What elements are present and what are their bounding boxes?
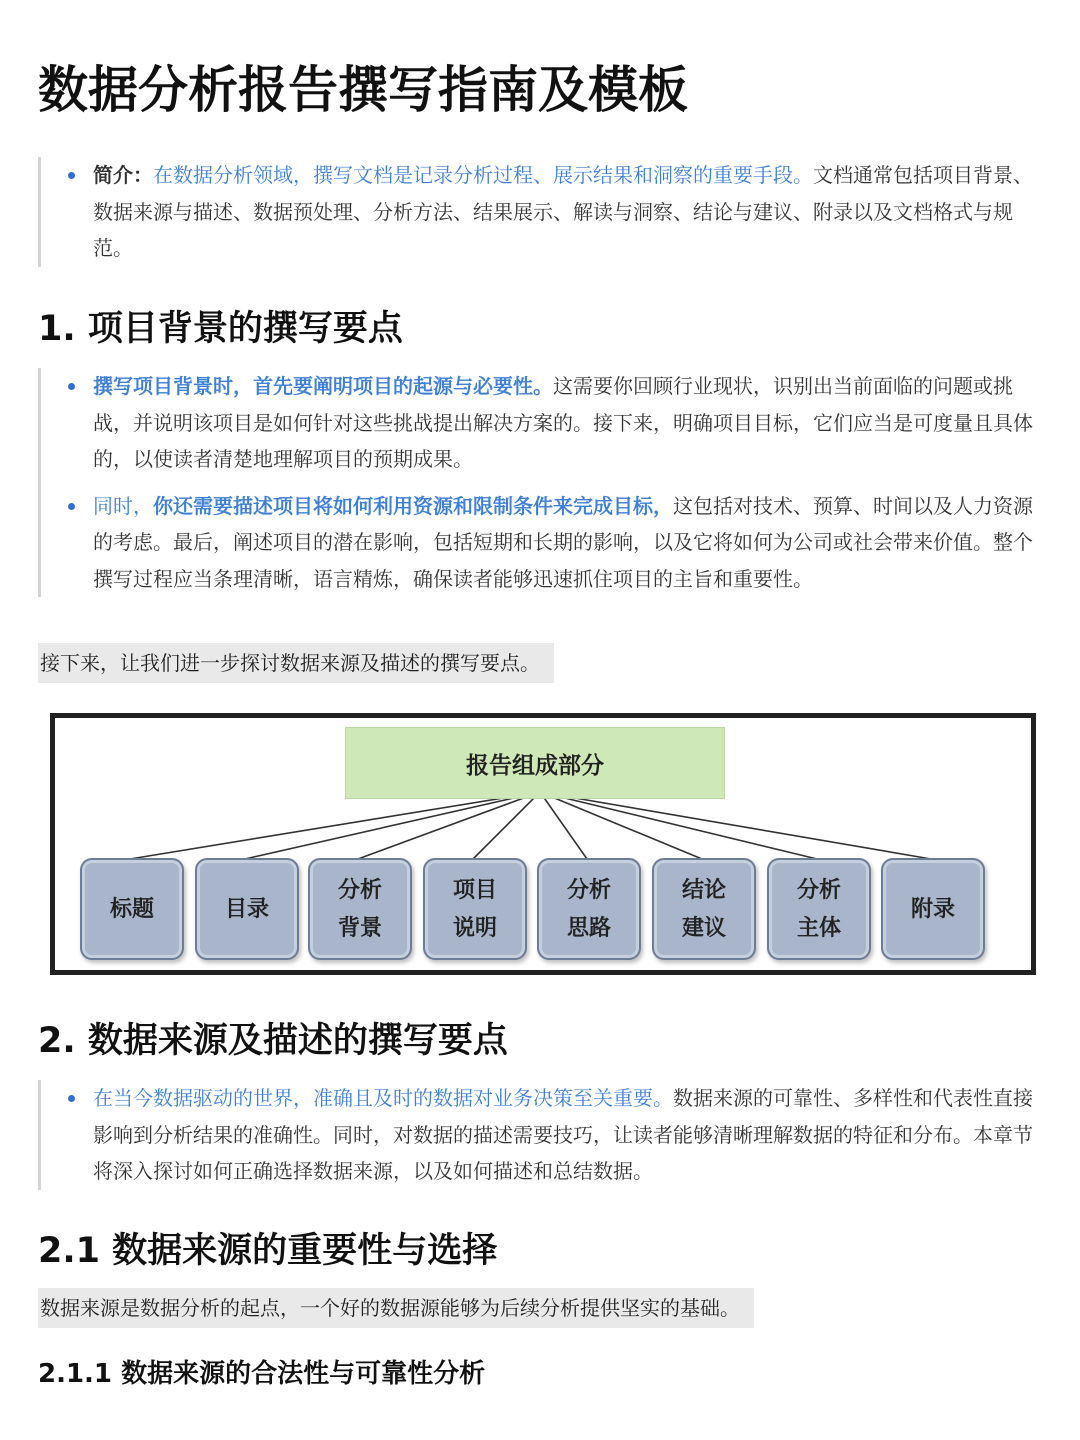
connector-2	[245, 792, 540, 859]
section1-bullet2-highlight-bold: 你还需要描述项目将如何利用资源和限制条件来完成目标，	[153, 493, 673, 518]
section1-list	[41, 368, 1037, 597]
diagram-node-title: 标题	[80, 858, 184, 960]
connector-1	[130, 792, 540, 859]
section1-heading: 1. 项目背景的撰写要点	[38, 309, 403, 349]
diagram-node-approach: 分析 思路	[537, 858, 641, 960]
connector-8	[540, 792, 931, 859]
intro-text: 文档通常包括项目背景、数据来源与描述、数据预处理、分析方法、结果展示、解读与洞察、结论与建议、附录以及文档格式与规范。	[93, 163, 1033, 260]
section2-1-heading: 2.1 数据来源的重要性与选择	[38, 1231, 498, 1271]
report-structure-diagram	[50, 713, 1036, 975]
section2-bullet1-text: 数据来源的可靠性、多样性和代表性直接影响到分析结果的准确性。同时，对数据的描述需要技巧，让读者能够清晰理解数据的特征和分布。本章节将深入探讨如何正确选择数据来源，以及如何描述和总结数据。	[93, 1086, 1033, 1183]
section2-bullet-1	[93, 1080, 1037, 1190]
diagram-node-project: 项目 说明	[423, 858, 527, 960]
connector-3	[358, 792, 540, 859]
section2-bullet1-highlight: 在当今数据驱动的世界，准确且及时的数据对业务决策至关重要。	[93, 1086, 673, 1110]
diagram-node-appendix: 附录	[881, 858, 985, 960]
section1-quote	[38, 368, 1037, 597]
section1-transition: 接下来，让我们进一步探讨数据来源及描述的撰写要点。	[38, 643, 554, 683]
section2-1-paragraph: 数据来源是数据分析的起点，一个好的数据源能够为后续分析提供坚实的基础。	[38, 1288, 754, 1328]
section1-bullet1-highlight: 撰写项目背景时，首先要阐明项目的起源与必要性。	[93, 374, 553, 398]
intro-highlight: 在数据分析领域，撰写文档是记录分析过程、展示结果和洞察的重要手段。	[153, 163, 813, 187]
diagram-node-background: 分析 背景	[308, 858, 412, 960]
section2-1-1-heading: 2.1.1 数据来源的合法性与可靠性分析	[38, 1359, 486, 1389]
page-title: 数据分析报告撰写指南及模板	[38, 61, 688, 119]
intro-label: 简介：	[93, 163, 153, 187]
intro-list	[41, 157, 1037, 267]
section1-bullet2-highlight-plain: 同时，	[93, 493, 153, 518]
section2-heading: 2. 数据来源及描述的撰写要点	[38, 1021, 508, 1061]
section1-bullet2-text: 这包括对技术、预算、时间以及人力资源的考虑。最后，阐述项目的潜在影响，包括短期和长期的影响，以及它将如何为公司或社会带来价值。整个撰写过程应当条理清晰，语言精炼，确保读者能够迅速抓住项目的主旨和重要性。	[93, 493, 1033, 591]
section1-bullet-1	[93, 368, 1037, 478]
diagram-node-main-body: 分析 主体	[767, 858, 871, 960]
intro-quote	[38, 157, 1037, 267]
section1-bullet-2	[93, 488, 1037, 598]
section2-list	[41, 1080, 1037, 1190]
section1-bullet1-text: 这需要你回顾行业现状，识别出当前面临的问题或挑战，并说明该项目是如何针对这些挑战提出解决方案的。接下来，明确项目目标，它们应当是可度量且具体的，以使读者清楚地理解项目的预期成果。	[93, 374, 1033, 471]
diagram-root-node: 报告组成部分	[345, 727, 725, 799]
diagram-node-toc: 目录	[195, 858, 299, 960]
section2-quote	[38, 1080, 1037, 1190]
diagram-node-conclusion: 结论 建议	[652, 858, 756, 960]
intro-bullet	[93, 157, 1037, 267]
